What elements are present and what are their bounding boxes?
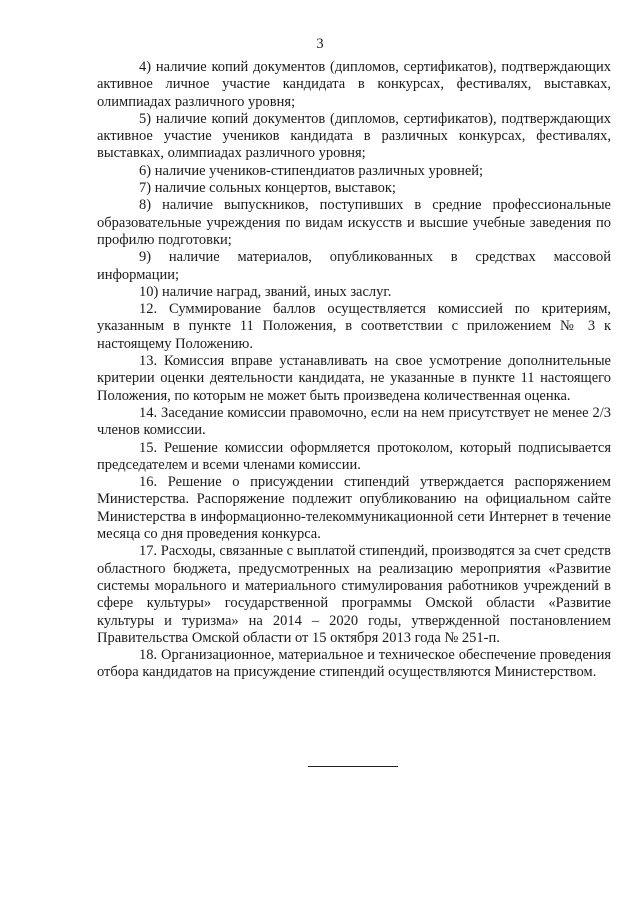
list-item-4-copies-own-awards: 4) наличие копий документов (дипломов, сертификатов), подтверждающих активное личное участие кандидата в конкурсах, фестивалях, выставках, олимпиадах различного уровня; — [97, 59, 611, 110]
document-body — [97, 59, 611, 682]
page-number: 3 — [316, 36, 324, 52]
clause-18: 18. Организационное, материальное и техническое обеспечение проведения отбора кандидатов на присуждение стипендий осуществляются Министерством. — [97, 647, 611, 681]
list-item-7-solo-concerts: 7) наличие сольных концертов, выставок; — [139, 180, 396, 197]
list-item-5-copies-students-awards: 5) наличие копий документов (дипломов, сертификатов), подтверждающих активное участие учеников кандидата в различных конкурсах, фестивалях, выставках, олимпиадах различного уровня; — [97, 110, 611, 162]
clause-14: 14. Заседание комиссии правомочно, если на нем присутствует не менее 2/3 членов комиссии. — [97, 404, 611, 439]
clause-16: 16. Решение о присуждении стипендий утверждается распоряжением Министерства. Распоряжение подлежит опубликованию на официальном сайте Министерства в информационно-телекоммуникационной сети Интернет в течение месяца со дня проведения конкурса. — [97, 474, 611, 543]
clause-17: 17. Расходы, связанные с выплатой стипендий, производятся за счет средств областного бюджета, предусмотренных на реализацию мероприятия «Развитие системы морального и материального стимулирования работников учреждений в сфере культуры» государственной программы Омской области «Развитие культуры и туризма» на 2014 – 2020 годы, утвержденной постановлением Правительства Омской области от 15 октября 2013 года № 251-п. — [97, 543, 611, 646]
end-of-document-divider — [308, 766, 398, 767]
list-item-10-awards-titles: 10) наличие наград, званий, иных заслуг. — [139, 283, 392, 300]
list-item-8-graduates: 8) наличие выпускников, поступивших в средние профессиональные образовательные учреждения по видам искусств и высшие учебные заведения по профилю подготовки; — [97, 197, 611, 248]
list-item-9-media-publications: 9) наличие материалов, опубликованных в средствах массовой информации; — [97, 249, 611, 283]
list-item-6-scholarship-students: 6) наличие учеников-стипендиатов различных уровней; — [139, 162, 484, 179]
clause-15: 15. Решение комиссии оформляется протоколом, который подписывается председателем и всеми членами комиссии. — [97, 439, 611, 473]
clause-13: 13. Комиссия вправе устанавливать на свое усмотрение дополнительные критерии оценки деятельности кандидата, не указанные в пункте 11 настоящего Положения, по которым не может быть произведена количественная оценка. — [97, 353, 611, 404]
clause-12: 12. Суммирование баллов осуществляется комиссией по критериям, указанным в пункте 11 Положения, в соответствии с приложением № 3 к настоящему Положению. — [97, 301, 611, 352]
